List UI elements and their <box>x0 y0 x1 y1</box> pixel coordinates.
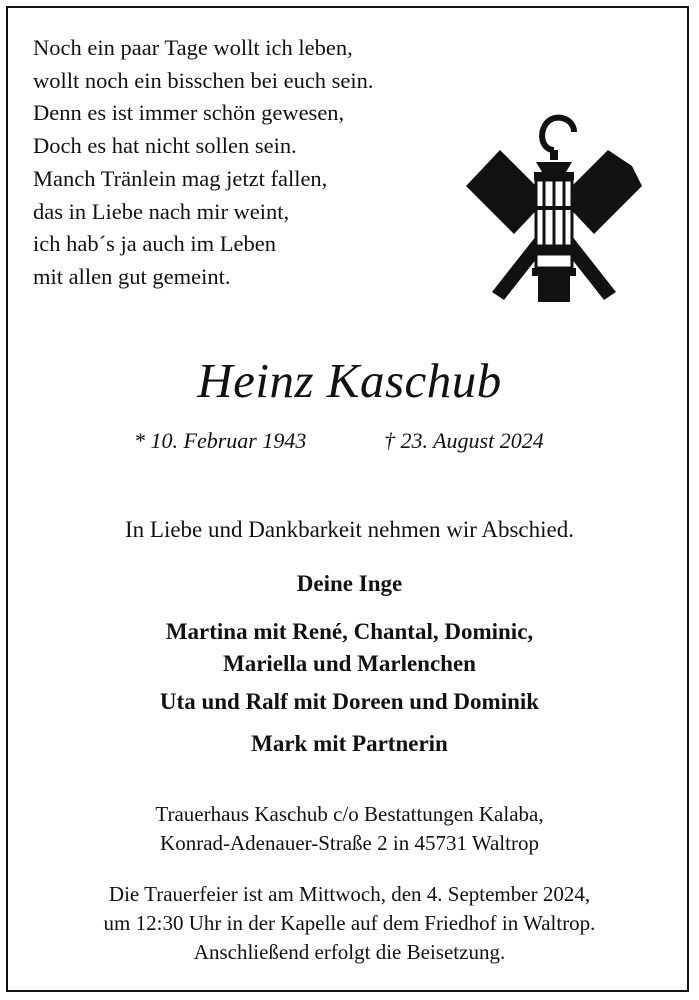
farewell-text: In Liebe und Dankbarkeit nehmen wir Abschied. <box>124 517 574 542</box>
deceased-name: Heinz Kaschub <box>197 353 502 408</box>
ceremony-line: Anschließend erfolgt die Beisetzung. <box>193 940 506 964</box>
poem-line: mit allen gut gemeint. <box>33 263 231 289</box>
family-line-text: Martina mit René, Chantal, Dominic, <box>165 619 534 644</box>
address-line: Konrad-Adenauer-Straße 2 in 45731 Waltrop <box>160 831 539 855</box>
ceremony-info <box>0 880 699 967</box>
death-date: † 23. August 2024 <box>384 428 544 453</box>
poem <box>33 32 374 294</box>
ceremony-line: um 12:30 Uhr in der Kapelle auf dem Friedhof in Waltrop. <box>103 911 596 935</box>
birth-date: * 10. Februar 1943 <box>134 428 307 453</box>
poem-line: wollt noch ein bisschen bei euch sein. <box>33 67 374 93</box>
poem-line: Noch ein paar Tage wollt ich leben, <box>33 35 353 60</box>
family-line-uta: Uta und Ralf mit Doreen und Dominik <box>159 689 540 714</box>
ceremony-line: Die Trauerfeier ist am Mittwoch, den 4. September 2024, <box>108 882 591 906</box>
family-line-mark: Mark mit Partnerin <box>251 731 448 756</box>
poem-line: Doch es hat nicht sollen sein. <box>33 133 297 159</box>
poem-line: ich hab´s ja auch im Leben <box>33 231 277 257</box>
family-line-wife: Deine Inge <box>296 571 403 596</box>
family-line-martina <box>0 616 699 680</box>
miners-lamp-hammer-pick-icon <box>462 106 646 310</box>
poem-line: Denn es ist immer schön gewesen, <box>33 100 345 126</box>
mourning-house-address <box>0 800 699 858</box>
poem-line: Manch Tränlein mag jetzt fallen, <box>33 165 328 191</box>
poem-line: das in Liebe nach mir weint, <box>33 198 290 224</box>
address-line: Trauerhaus Kaschub c/o Bestattungen Kalaba, <box>155 802 544 826</box>
family-line-text: Mariella und Marlenchen <box>223 651 476 676</box>
